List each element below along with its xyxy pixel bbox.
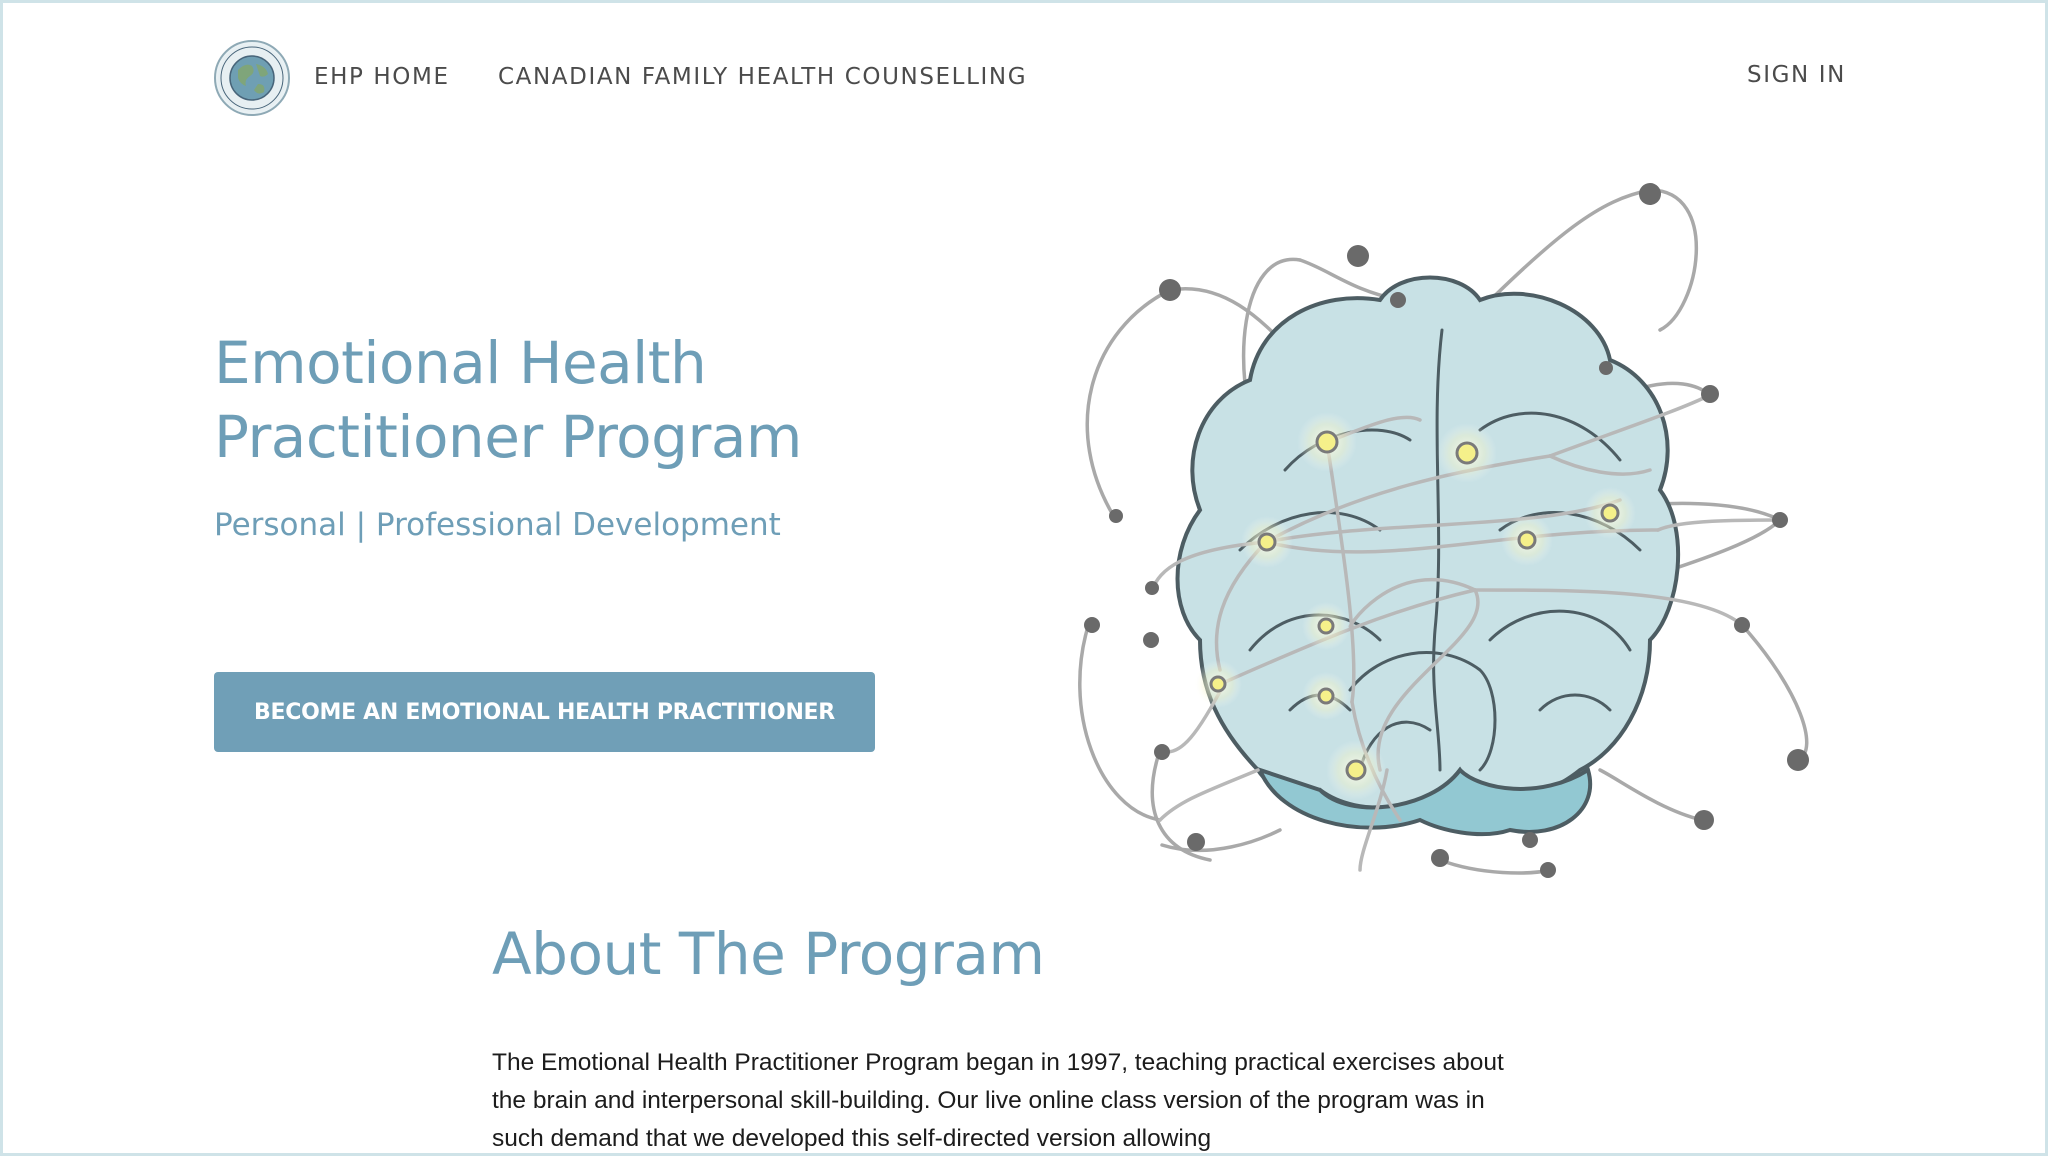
brain-network-illustration bbox=[1060, 170, 1830, 890]
nav-cfhc[interactable]: CANADIAN FAMILY HEALTH COUNSELLING bbox=[498, 64, 1028, 90]
cfhc-logo[interactable] bbox=[214, 40, 290, 116]
about-paragraph: The Emotional Health Practitioner Program began in 1997, teaching practical exercises about the brain and interpersonal skill-building. Our live online class version of the program was in such demand that we developed this self-directed version allowing bbox=[492, 1049, 1504, 1152]
become-practitioner-button[interactable]: BECOME AN EMOTIONAL HEALTH PRACTITIONER bbox=[214, 672, 875, 752]
about-heading: About The Program bbox=[492, 920, 1045, 988]
globe-icon bbox=[216, 42, 288, 114]
page-subtitle: Personal | Professional Development bbox=[214, 507, 781, 543]
page-title: Emotional Health Practitioner Program bbox=[214, 329, 802, 471]
nav-ehp-home[interactable]: EHP HOME bbox=[314, 64, 450, 90]
sign-in-link[interactable]: SIGN IN bbox=[1747, 62, 1846, 88]
